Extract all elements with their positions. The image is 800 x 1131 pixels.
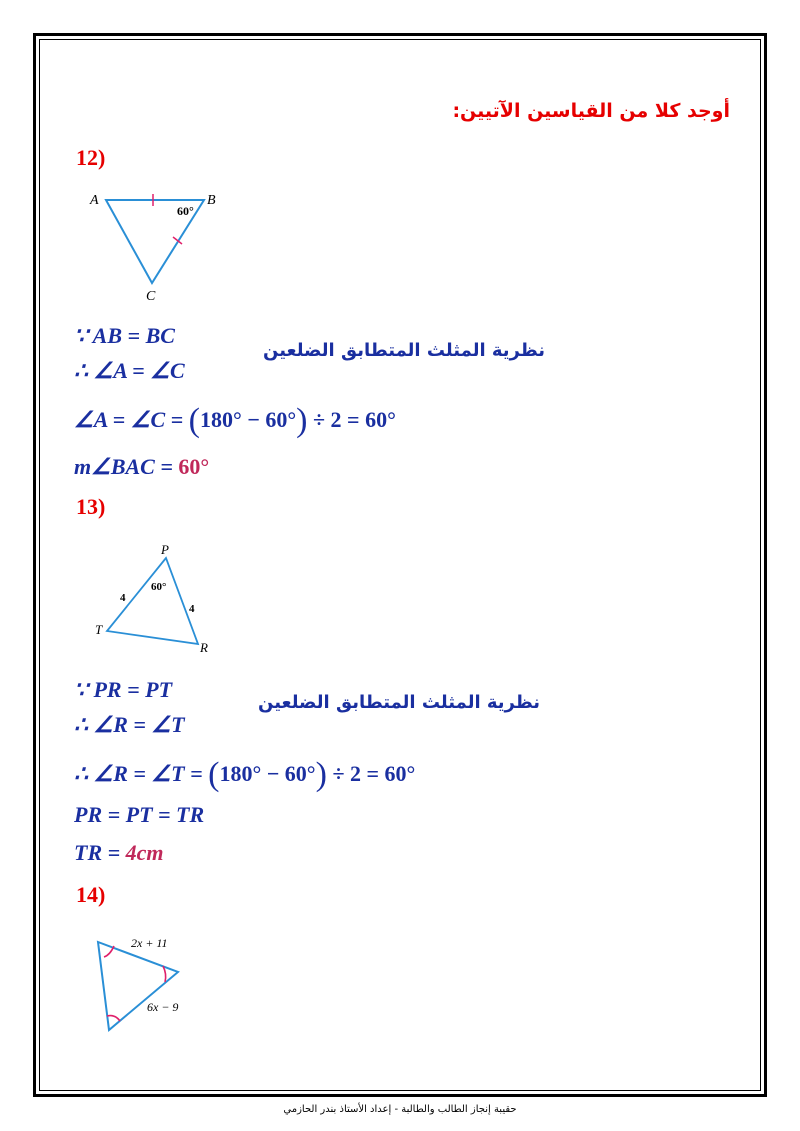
problem-14-number: 14) [76, 882, 106, 907]
p12-result-value: 60° [178, 454, 210, 479]
p13-calc-inner: 180° − 60° [219, 761, 316, 786]
angle-mark-bottom [107, 1016, 120, 1021]
p12-given: ∵ AB = BC [74, 323, 175, 348]
p13-therefore: ∴ ∠R = ∠T [74, 712, 185, 737]
p12-therefore: ∴ ∠A = ∠C [74, 358, 185, 383]
p13-calc-prefix: ∴ ∠R = ∠T = [74, 761, 203, 786]
p13-given: ∵ PR = PT [74, 677, 173, 702]
angle-p-label: 60° [151, 581, 167, 593]
p12-calculation [74, 402, 396, 440]
p13-result-prefix: TR = [74, 840, 121, 865]
angle-mark-right [163, 966, 166, 982]
p12-result-prefix: m∠BAC = [74, 454, 173, 479]
angle-b-label: 60° [177, 204, 194, 218]
triangle-abc-figure [80, 180, 240, 310]
problem-12-number: 12) [76, 145, 106, 170]
triangle-14 [98, 942, 178, 1030]
p13-open-paren: ( [208, 756, 220, 793]
p13-result [74, 840, 164, 866]
side-pr-label: 4 [189, 603, 195, 615]
vertex-p-label: P [161, 542, 169, 557]
page-heading: أوجد كلا من القياسين الآتيين: [452, 100, 730, 122]
vertex-t-label: T [95, 622, 103, 637]
triangle-ptr-figure [90, 540, 230, 660]
p12-calc-prefix: ∠A = ∠C = [74, 407, 184, 432]
side-pt-label: 4 [120, 592, 126, 604]
vertex-a-label: A [90, 193, 99, 208]
page-footer: حقيبة إنجاز الطالب والطالبة - إعداد الأستاذ بندر الحازمي [283, 1104, 517, 1115]
p12-close-paren: ) [296, 402, 308, 439]
triangle-14-figure [85, 930, 215, 1040]
angle-mark-top [104, 946, 114, 957]
p13-theorem: نظرية المثلث المتطابق الضلعين [258, 692, 541, 713]
vertex-c-label: C [146, 289, 156, 304]
p12-theorem: نظرية المثلث المتطابق الضلعين [263, 340, 546, 361]
vertex-r-label: R [200, 640, 208, 655]
vertex-b-label: B [207, 193, 216, 208]
problem-13-number: 13) [76, 494, 106, 519]
top-side-expression: 2x + 11 [131, 936, 168, 950]
p12-result [74, 454, 209, 480]
p12-calc-suffix: ÷ 2 = 60° [312, 407, 396, 432]
p12-calc-inner: 180° − 60° [199, 407, 297, 432]
p13-calc-suffix: ÷ 2 = 60° [332, 761, 416, 786]
p13-equal-sides: PR = PT = TR [74, 802, 205, 827]
p13-calculation [74, 756, 415, 794]
bottom-side-expression: 6x − 9 [147, 1000, 179, 1014]
p12-open-paren: ( [188, 402, 200, 439]
p13-result-value: 4cm [125, 840, 164, 865]
p13-close-paren: ) [315, 756, 327, 793]
